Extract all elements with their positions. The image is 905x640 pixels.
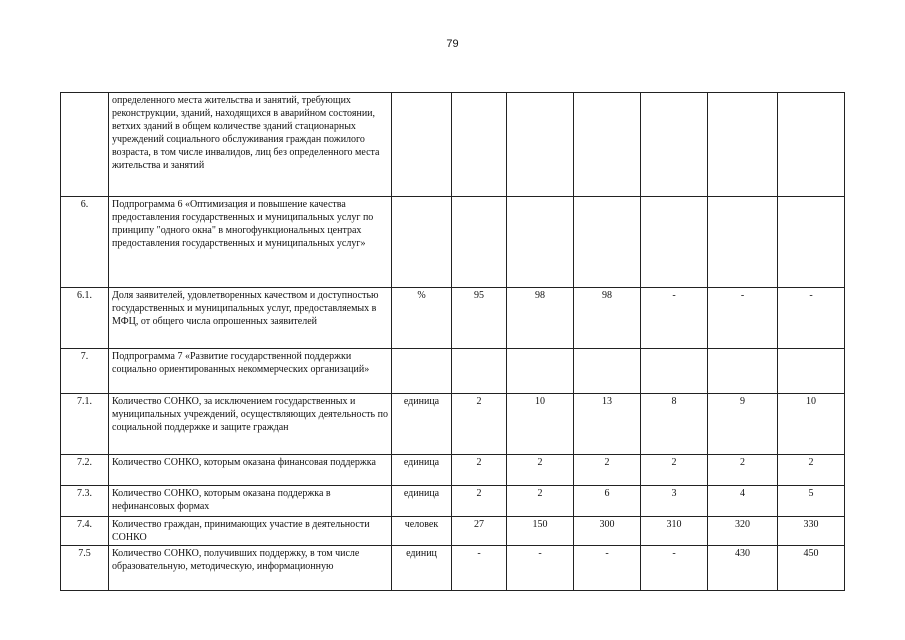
table-row [61,93,845,197]
value-cell: 95 [452,288,507,349]
value-cell: 3 [641,486,708,517]
row-number: 7.3. [61,486,109,517]
table-row [61,546,845,591]
indicator-name: Количество СОНКО, которым оказана поддержка в нефинансовых формах [109,486,392,517]
value-cell: 4 [708,486,778,517]
value-cell: 98 [507,288,574,349]
row-number [61,93,109,197]
unit-cell: единиц [392,546,452,591]
unit-cell: % [392,288,452,349]
value-cell: 2 [507,455,574,486]
value-cell [641,93,708,197]
table-row [61,197,845,288]
value-cell [778,349,845,394]
value-cell: 2 [452,455,507,486]
indicator-name: Количество СОНКО, получивших поддержку, в том числе образовательную, методическую, информационную [109,546,392,591]
value-cell [778,93,845,197]
value-cell [574,93,641,197]
value-cell: 10 [507,394,574,455]
value-cell: 2 [641,455,708,486]
table-row [61,486,845,517]
value-cell: 300 [574,517,641,546]
value-cell [452,197,507,288]
unit-cell [392,197,452,288]
value-cell: - [574,546,641,591]
value-cell: 330 [778,517,845,546]
value-cell [452,349,507,394]
indicator-name: определенного места жительства и занятий, требующих реконструкции, зданий, находящихся в аварийном состоянии, ветхих зданий в общем количестве зданий стационарных учреждений социального обслуживания граждан пожилого возраста, в том числе инвалидов, лиц без определенного места жительства и занятий [109,93,392,197]
value-cell: 310 [641,517,708,546]
value-cell [641,197,708,288]
row-number: 7.4. [61,517,109,546]
value-cell: - [641,288,708,349]
unit-cell [392,93,452,197]
value-cell: 320 [708,517,778,546]
value-cell: 27 [452,517,507,546]
value-cell: 10 [778,394,845,455]
value-cell: - [778,288,845,349]
value-cell: 8 [641,394,708,455]
value-cell: - [641,546,708,591]
table-row [61,517,845,546]
value-cell: 150 [507,517,574,546]
value-cell: 6 [574,486,641,517]
unit-cell [392,349,452,394]
unit-cell: единица [392,394,452,455]
table-body [61,93,845,591]
value-cell: - [452,546,507,591]
value-cell [452,93,507,197]
indicator-name: Количество СОНКО, за исключением государственных и муниципальных учреждений, осуществляющих деятельность по социальной поддержке и защите граждан [109,394,392,455]
table-row [61,288,845,349]
value-cell: 2 [452,394,507,455]
value-cell [507,197,574,288]
value-cell [778,197,845,288]
row-number: 7.1. [61,394,109,455]
value-cell: - [708,288,778,349]
value-cell: 450 [778,546,845,591]
value-cell: 98 [574,288,641,349]
value-cell [641,349,708,394]
value-cell [574,197,641,288]
value-cell: 2 [574,455,641,486]
value-cell: 5 [778,486,845,517]
indicators-table [60,92,845,591]
value-cell [708,349,778,394]
row-number: 7. [61,349,109,394]
value-cell [708,93,778,197]
value-cell [708,197,778,288]
indicator-name: Подпрограмма 7 «Развитие государственной поддержки социально ориентированных некоммерческих организаций» [109,349,392,394]
value-cell: 13 [574,394,641,455]
table-row [61,455,845,486]
row-number: 7.2. [61,455,109,486]
page-number: 79 [446,38,459,50]
row-number: 7.5 [61,546,109,591]
table-row [61,394,845,455]
unit-cell: единица [392,486,452,517]
value-cell: 2 [708,455,778,486]
value-cell [574,349,641,394]
value-cell: 2 [778,455,845,486]
unit-cell: единица [392,455,452,486]
value-cell: - [507,546,574,591]
value-cell: 2 [507,486,574,517]
value-cell: 2 [452,486,507,517]
value-cell [507,349,574,394]
value-cell: 9 [708,394,778,455]
row-number: 6. [61,197,109,288]
value-cell: 430 [708,546,778,591]
indicator-name: Подпрограмма 6 «Оптимизация и повышение качества предоставления государственных и муниципальных услуг по принципу "одного окна" в многофункциональных центрах предоставления государственных и муниципальных услуг» [109,197,392,288]
indicator-name: Доля заявителей, удовлетворенных качеством и доступностью государственных и муниципальных услуг, предоставляемых в МФЦ, от общего числа опрошенных заявителей [109,288,392,349]
indicator-name: Количество граждан, принимающих участие в деятельности СОНКО [109,517,392,546]
row-number: 6.1. [61,288,109,349]
value-cell [507,93,574,197]
table-row [61,349,845,394]
unit-cell: человек [392,517,452,546]
indicator-name: Количество СОНКО, которым оказана финансовая поддержка [109,455,392,486]
